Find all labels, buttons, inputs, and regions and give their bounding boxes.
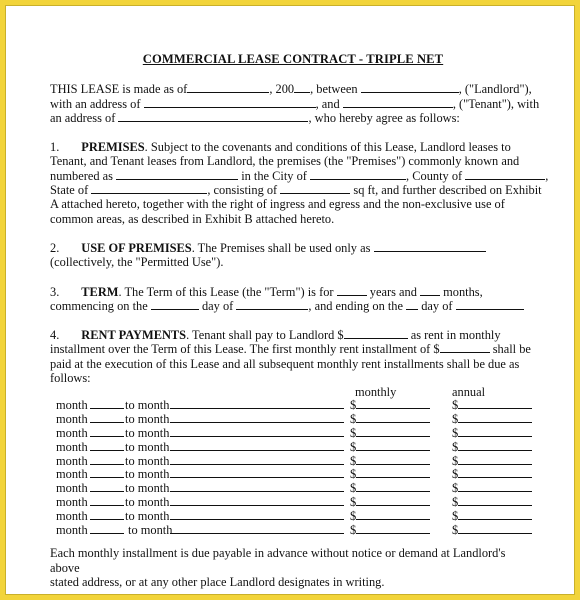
term-months-blank[interactable]: [420, 295, 440, 296]
footer-paragraph: [50, 546, 536, 589]
row-to-month-label: to month: [128, 522, 173, 537]
monthly-dollar-sign: $: [350, 494, 357, 509]
end-month-blank[interactable]: [170, 467, 344, 478]
text: . The Premises shall be used only as: [191, 240, 371, 255]
section-rent-payments: [50, 328, 536, 536]
row-to-month-label: to month: [125, 412, 170, 427]
annual-amount-blank[interactable]: [458, 412, 532, 423]
row-to-month-label: to month: [125, 508, 170, 523]
square-feet-blank[interactable]: [280, 193, 350, 194]
monthly-amount-blank[interactable]: [356, 523, 430, 534]
county-blank[interactable]: [465, 179, 545, 180]
end-month-blank[interactable]: [170, 440, 344, 451]
section-number: 4.: [50, 328, 60, 343]
row-month-label: month: [56, 439, 88, 454]
annual-dollar-sign: $: [452, 481, 459, 496]
rent-table-row: [50, 426, 536, 440]
annual-dollar-sign: $: [452, 522, 459, 537]
rent-table-row: [50, 412, 536, 426]
city-blank[interactable]: [310, 179, 406, 180]
column-monthly: monthly: [355, 385, 397, 400]
tenant-address-blank[interactable]: [118, 121, 308, 122]
text: day of: [201, 298, 234, 313]
tenant-name-blank[interactable]: [343, 107, 453, 108]
annual-dollar-sign: $: [452, 398, 459, 413]
start-day-blank[interactable]: [151, 309, 199, 310]
rent-table-row: [50, 467, 536, 481]
premises-line-5: A attached hereto, together with the right of ingress and egress and the non-exclusive use of: [50, 197, 505, 212]
end-month-blank[interactable]: [170, 481, 344, 492]
annual-dollar-sign: $: [452, 467, 459, 482]
premises-line-4: [50, 183, 542, 198]
document-title: COMMERCIAL LEASE CONTRACT - TRIPLE NET: [142, 52, 444, 66]
text: shall be: [492, 342, 531, 357]
text: , ("Landlord"),: [458, 82, 532, 97]
end-day-blank[interactable]: [406, 309, 418, 310]
text: day of: [421, 298, 453, 313]
start-month-blank[interactable]: [90, 412, 124, 423]
rent-line-1: [50, 328, 536, 342]
section-use-of-premises: [50, 241, 536, 270]
row-month-label: month: [56, 508, 88, 523]
monthly-amount-blank[interactable]: [356, 398, 430, 409]
end-month-blank[interactable]: [170, 426, 344, 437]
text: with an address of: [50, 96, 141, 111]
rent-table-row: [50, 440, 536, 454]
row-to-month-label: to month: [125, 425, 170, 440]
rent-table-row: [50, 523, 536, 537]
section-number: 2.: [50, 240, 60, 255]
intro-line-1: [50, 82, 536, 96]
monthly-amount-blank[interactable]: [356, 454, 430, 465]
premises-line-1: [50, 140, 536, 154]
monthly-dollar-sign: $: [350, 481, 357, 496]
annual-dollar-sign: $: [452, 412, 459, 427]
row-month-label: month: [56, 453, 88, 468]
section-number: 3.: [50, 284, 60, 299]
text: , County of: [406, 168, 463, 183]
intro-line-2: [50, 96, 540, 111]
premises-line-2: Tenant, and Tenant leases from Landlord, the premises (the "Premises") commonly known and: [50, 154, 520, 169]
section-heading: RENT PAYMENTS: [81, 328, 187, 343]
state-blank[interactable]: [91, 193, 207, 194]
row-month-label: month: [56, 481, 88, 496]
start-month-blank[interactable]: [90, 467, 124, 478]
monthly-dollar-sign: $: [350, 508, 357, 523]
text: State of: [50, 183, 89, 198]
lease-document: [50, 52, 549, 589]
text: years and: [369, 284, 417, 299]
row-to-month-label: to month: [125, 398, 170, 413]
row-month-label: month: [56, 398, 88, 413]
column-annual: annual: [452, 385, 486, 400]
start-month-blank[interactable]: [90, 523, 124, 534]
monthly-amount-blank[interactable]: [356, 509, 430, 520]
first-installment-blank[interactable]: [440, 352, 490, 353]
rent-table-row: [50, 495, 536, 509]
text: , who hereby agree as follows:: [308, 110, 460, 125]
start-month-blank[interactable]: [90, 509, 124, 520]
annual-amount-blank[interactable]: [458, 481, 532, 492]
annual-dollar-sign: $: [452, 494, 459, 509]
monthly-amount-blank[interactable]: [356, 495, 430, 506]
text: ,: [545, 168, 549, 183]
use-line-1: [50, 241, 536, 255]
rent-table-row: [50, 509, 536, 523]
page-frame: [5, 5, 575, 595]
annual-amount-blank[interactable]: [458, 467, 532, 478]
row-to-month-label: to month: [125, 494, 170, 509]
section-term: [50, 285, 536, 314]
section-premises: [50, 140, 549, 226]
end-month-blank[interactable]: [170, 454, 344, 465]
end-month-blank[interactable]: [170, 412, 344, 423]
annual-amount-blank[interactable]: [458, 426, 532, 437]
row-to-month-label: to month: [125, 481, 170, 496]
rent-table: [50, 398, 536, 536]
premises-line-6: common areas, as described in Exhibit B attached hereto.: [50, 211, 335, 226]
year-blank[interactable]: [294, 92, 310, 93]
rent-line-2: [50, 342, 536, 356]
start-month-blank[interactable]: [90, 454, 124, 465]
text: , 200: [269, 82, 295, 97]
annual-dollar-sign: $: [452, 439, 459, 454]
text: in the City of: [241, 168, 307, 183]
start-month-blank[interactable]: [90, 481, 124, 492]
text: commencing on the: [50, 298, 148, 313]
text: . Subject to the covenants and conditions of this Lease, Landlord leases to: [144, 140, 511, 155]
row-to-month-label: to month: [125, 467, 170, 482]
rent-table-header: [50, 385, 536, 398]
end-month-blank[interactable]: [170, 509, 344, 520]
text: months,: [443, 284, 483, 299]
section-heading: PREMISES: [81, 140, 145, 155]
row-to-month-label: to month: [125, 439, 170, 454]
date-blank[interactable]: [187, 92, 269, 93]
end-month-blank[interactable]: [456, 309, 524, 310]
term-line-1: [50, 285, 536, 299]
monthly-amount-blank[interactable]: [356, 481, 430, 492]
row-month-label: month: [56, 522, 88, 537]
end-month-blank[interactable]: [170, 495, 344, 506]
text: , and ending on the: [308, 298, 404, 313]
landlord-name-blank[interactable]: [361, 92, 459, 93]
text: as rent in monthly: [410, 328, 501, 343]
annual-amount-blank[interactable]: [458, 523, 532, 534]
section-heading: USE OF PREMISES: [81, 240, 192, 255]
text: , and: [315, 96, 340, 111]
intro-paragraph: [50, 82, 540, 125]
use-line-2: (collectively, the "Permitted Use").: [50, 255, 224, 270]
section-number: 1.: [50, 140, 60, 155]
monthly-dollar-sign: $: [350, 398, 357, 413]
intro-line-3: [50, 111, 536, 125]
row-month-label: month: [56, 425, 88, 440]
text: , between: [310, 82, 358, 97]
row-month-label: month: [56, 494, 88, 509]
annual-amount-blank[interactable]: [458, 398, 532, 409]
rent-table-row: [50, 398, 536, 412]
text: , consisting of: [207, 183, 278, 198]
annual-amount-blank[interactable]: [458, 495, 532, 506]
annual-dollar-sign: $: [452, 453, 459, 468]
text: . The Term of this Lease (the "Term") is for: [118, 284, 334, 299]
monthly-dollar-sign: $: [350, 467, 357, 482]
monthly-dollar-sign: $: [350, 412, 357, 427]
permitted-use-blank[interactable]: [374, 251, 486, 252]
annual-amount-blank[interactable]: [458, 454, 532, 465]
footer-line-2: stated address, or at any other place Landlord designates in writing.: [50, 574, 385, 589]
rent-line-3: paid at the execution of this Lease and all subsequent monthly rent installments shall be due as: [50, 356, 520, 371]
end-month-blank[interactable]: [170, 523, 344, 534]
text: . Tenant shall pay to Landlord $: [186, 328, 344, 343]
text: THIS LEASE is made as of: [50, 82, 188, 97]
text: , ("Tenant"), with: [452, 96, 540, 111]
monthly-dollar-sign: $: [350, 453, 357, 468]
row-month-label: month: [56, 467, 88, 482]
annual-dollar-sign: $: [452, 425, 459, 440]
monthly-amount-blank[interactable]: [356, 440, 430, 451]
footer-line-1: Each monthly installment is due payable in advance without notice or demand at Landlord's above: [50, 546, 506, 575]
text: an address of: [50, 110, 116, 125]
monthly-dollar-sign: $: [350, 425, 357, 440]
section-heading: TERM: [81, 284, 119, 299]
start-month-blank[interactable]: [90, 440, 124, 451]
start-month-blank[interactable]: [90, 426, 124, 437]
annual-amount-blank[interactable]: [458, 509, 532, 520]
start-month-blank[interactable]: [90, 495, 124, 506]
rent-line-4: follows:: [50, 371, 91, 386]
premises-line-3: [50, 168, 549, 183]
text: numbered as: [50, 168, 113, 183]
monthly-dollar-sign: $: [350, 522, 357, 537]
end-month-blank[interactable]: [170, 398, 344, 409]
text: installment over the Term of this Lease. The first monthly rent installment of $: [50, 342, 440, 357]
term-years-blank[interactable]: [337, 295, 367, 296]
premises-number-blank[interactable]: [116, 179, 238, 180]
start-month-blank[interactable]: [236, 309, 308, 310]
rent-table-row: [50, 454, 536, 468]
annual-amount-blank[interactable]: [458, 440, 532, 451]
rent-amount-blank[interactable]: [344, 338, 408, 339]
monthly-amount-blank[interactable]: [356, 426, 430, 437]
text: sq ft, and further described on Exhibit: [353, 183, 542, 198]
landlord-address-blank[interactable]: [144, 107, 316, 108]
start-month-blank[interactable]: [90, 398, 124, 409]
annual-dollar-sign: $: [452, 508, 459, 523]
rent-table-row: [50, 481, 536, 495]
term-line-2: [50, 299, 536, 313]
monthly-dollar-sign: $: [350, 439, 357, 454]
row-month-label: month: [56, 412, 88, 427]
monthly-amount-blank[interactable]: [356, 467, 430, 478]
monthly-amount-blank[interactable]: [356, 412, 430, 423]
row-to-month-label: to month: [125, 453, 170, 468]
